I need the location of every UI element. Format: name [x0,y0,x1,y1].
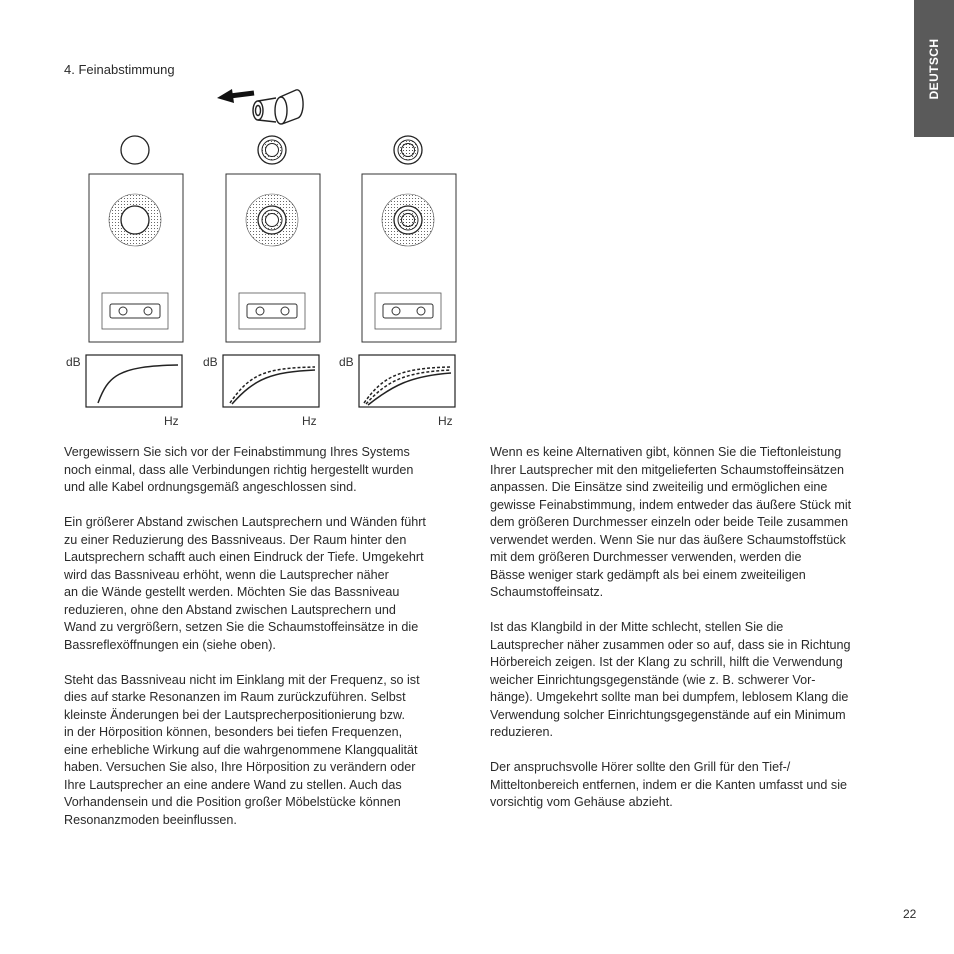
speaker-with-outer-insert [226,136,320,342]
language-tab-label: DEUTSCH [927,38,941,99]
graph-3-x-label: Hz [438,414,453,428]
graph-2-y-label: dB [203,355,218,369]
language-tab [914,0,954,137]
response-graph-2 [203,355,319,428]
foam-plug-illustration [253,90,303,124]
paragraph: Der anspruchsvolle Hörer sollte den Grill für den Tief-/ Mitteltonbereich entfernen, indem er die Kanten umfasst und sie vorsichtig vom Gehäuse abzieht. [490,760,848,809]
graph-3-y-label: dB [339,355,354,369]
speaker-without-insert [89,136,183,342]
foam-insert-illustration [60,80,470,435]
response-graph-3 [339,355,455,428]
paragraph: Ein größerer Abstand zwischen Lautsprechern und Wänden führt zu einer Reduzierung des Bassniveaus. Der Raum hinter den Lautsprechern schafft auch einen Eindruck der Tiefe. Umgekehrt wird das Bassniveau erhöht, wenn die Lautsprecher näher an die Wände gestellt werden. Möchten Sie das Bassniveau reduzieren, ohne den Abstand zwischen Lautsprechern und Wand zu vergrößern, setzen Sie die Schaumstoffeinsätze in die Bassreflexöffnungen ein (siehe oben). [64,515,426,652]
response-graph-1 [66,355,182,428]
graph-1-x-label: Hz [164,414,179,428]
text-column-left [64,444,464,847]
paragraph: Ist das Klangbild in der Mitte schlecht, stellen Sie die Lautsprecher näher zusammen oder so auf, dass sie in Richtung Hörbereich zeigen. Ist der Klang zu schrill, hilft die Verwendung weicher Einrichtungsgegenstände (wie z. B. schwerer Vor- hänge). Umgekehrt sollte man bei dumpfem, leblosem Klang die Verwendung solcher Einrichtungsgegenstände auf ein Minimum reduzieren. [490,620,851,739]
paragraph: Vergewissern Sie sich vor der Feinabstimmung Ihres Systems noch einmal, dass alle Verbindungen richtig hergestellt wurden und alle Kabel ordnungsgemäß angeschlossen sind. [64,445,414,494]
graph-1-y-label: dB [66,355,81,369]
text-column-right [490,444,895,829]
section-heading: 4. Feinabstimmung [64,62,175,77]
insert-arrow-icon [217,89,254,103]
paragraph: Wenn es keine Alternativen gibt, können Sie die Tieftonleistung Ihrer Lautsprecher mit den mitgelieferten Schaumstoffeinsätzen anpassen. Die Einsätze sind zweiteilig und ermöglichen eine gewisse Feinabstimmung, indem entweder das äußere Stück mit dem größeren Durchmesser einzeln oder beide Teile zusammen verwendet werden. Wenn Sie nur das äußere Schaumstoffstück mit dem größeren Durchmesser verwenden, werden die Bässe weniger stark gedämpft als bei einem zweiteiligen Schaumstoffeinsatz. [490,445,852,599]
paragraph: Steht das Bassniveau nicht im Einklang mit der Frequenz, so ist dies auf starke Resonanzen im Raum zurückzuführen. Selbst kleinste Änderungen bei der Lautsprecherpositionierung bzw. in der Hörposition können, besonders bei tiefen Frequenzen, eine erhebliche Wirkung auf die wahrgenommene Klangqualität haben. Versuchen Sie also, Ihre Hörposition zu verändern oder Ihre Lautsprecher an eine andere Wand zu stellen. Auch das Vorhandensein und die Position großer Möbelstücke können Resonanzmoden beeinflussen. [64,672,420,827]
page-number: 22 [903,907,917,921]
graph-2-x-label: Hz [302,414,317,428]
speaker-with-full-insert [362,136,456,342]
